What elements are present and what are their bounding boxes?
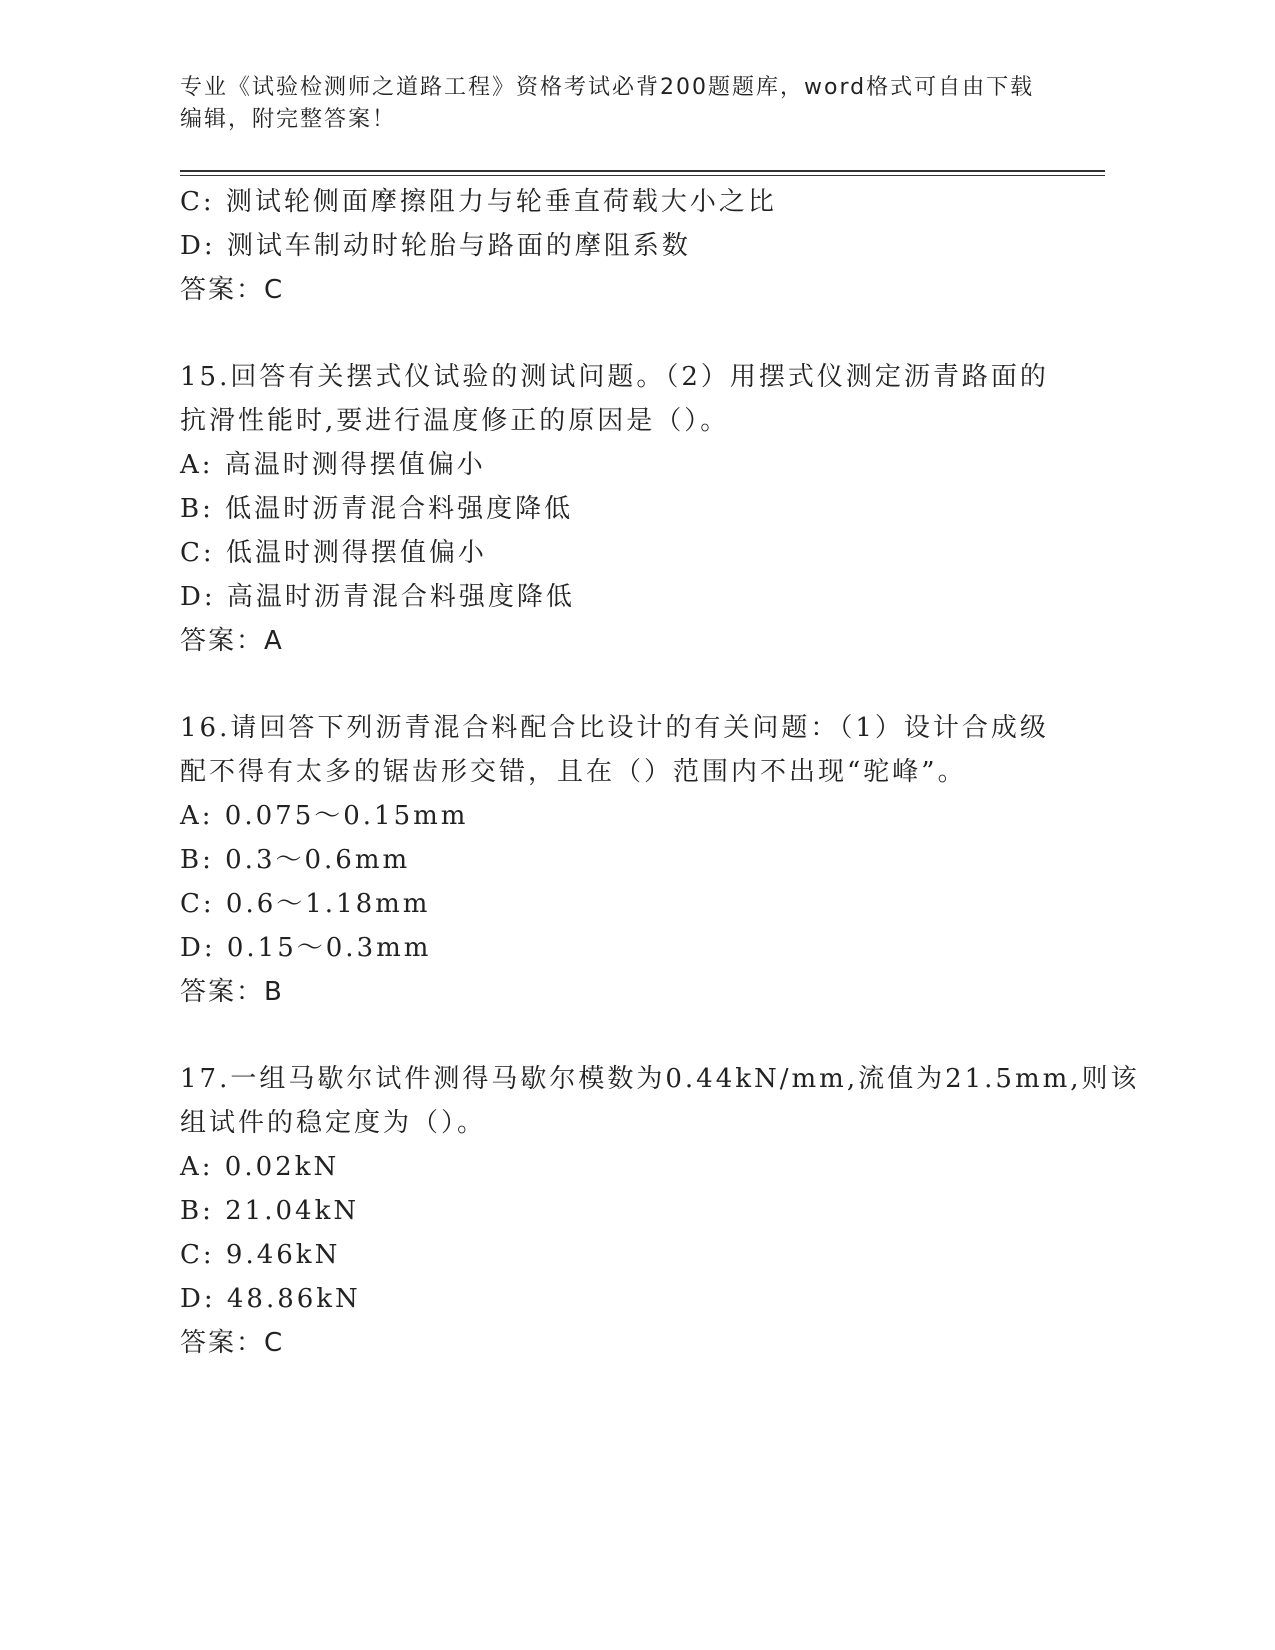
option-c: C: 测试轮侧面摩擦阻力与轮垂直荷载大小之比: [180, 187, 777, 217]
option-c: C: 9.46kN: [180, 1240, 341, 1270]
spacer: [180, 663, 1060, 706]
header-title-line-2: 编辑，附完整答案！: [180, 107, 397, 132]
header-title-line-1: 专业《试验检测师之道路工程》资格考试必背200题题库，word格式可自由下载: [180, 75, 1035, 100]
option-b: B: 低温时沥青混合料强度降低: [180, 494, 574, 524]
spacer: [180, 312, 1060, 355]
option-a: A: 0.02kN: [180, 1152, 340, 1182]
header-divider-thin: [180, 175, 1105, 176]
answer-line: 答案：C: [180, 1328, 285, 1358]
question-14-tail: [180, 180, 1060, 312]
answer-line: 答案：A: [180, 626, 284, 656]
question-17: [180, 1057, 1140, 1365]
option-a: A: 0.075～0.15mm: [180, 801, 469, 831]
question-stem-line-1: 15.回答有关摆式仪试验的测试问题。（2）用摆式仪测定沥青路面的: [180, 362, 1049, 392]
answer-line: 答案：C: [180, 275, 285, 305]
option-a: A: 高温时测得摆值偏小: [180, 450, 486, 480]
header-divider-thick: [180, 170, 1105, 172]
question-15: [180, 355, 1060, 663]
document-body: [180, 180, 1140, 1365]
option-d: D: 48.86kN: [180, 1284, 361, 1314]
question-stem-line-1: 17.一组马歇尔试件测得马歇尔模数为0.44kN/mm,流值为21.5mm,则该: [180, 1064, 1140, 1094]
question-stem-line-1: 16.请回答下列沥青混合料配合比设计的有关问题：（1）设计合成级: [180, 713, 1049, 743]
question-stem-line-2: 组试件的稳定度为（）。: [180, 1108, 487, 1138]
question-stem-line-2: 抗滑性能时,要进行温度修正的原因是（）。: [180, 406, 730, 436]
document-header: [180, 72, 1040, 136]
option-c: C: 0.6～1.18mm: [180, 889, 431, 919]
option-c: C: 低温时测得摆值偏小: [180, 538, 487, 568]
option-d: D: 测试车制动时轮胎与路面的摩阻系数: [180, 231, 691, 261]
answer-line: 答案：B: [180, 977, 284, 1007]
option-d: D: 高温时沥青混合料强度降低: [180, 582, 575, 612]
spacer: [180, 1014, 1060, 1057]
option-b: B: 0.3～0.6mm: [180, 845, 411, 875]
question-16: [180, 706, 1060, 1014]
option-b: B: 21.04kN: [180, 1196, 360, 1226]
question-stem-line-2: 配不得有太多的锯齿形交错，且在（）范围内不出现“驼峰”。: [180, 757, 967, 787]
option-d: D: 0.15～0.3mm: [180, 933, 432, 963]
